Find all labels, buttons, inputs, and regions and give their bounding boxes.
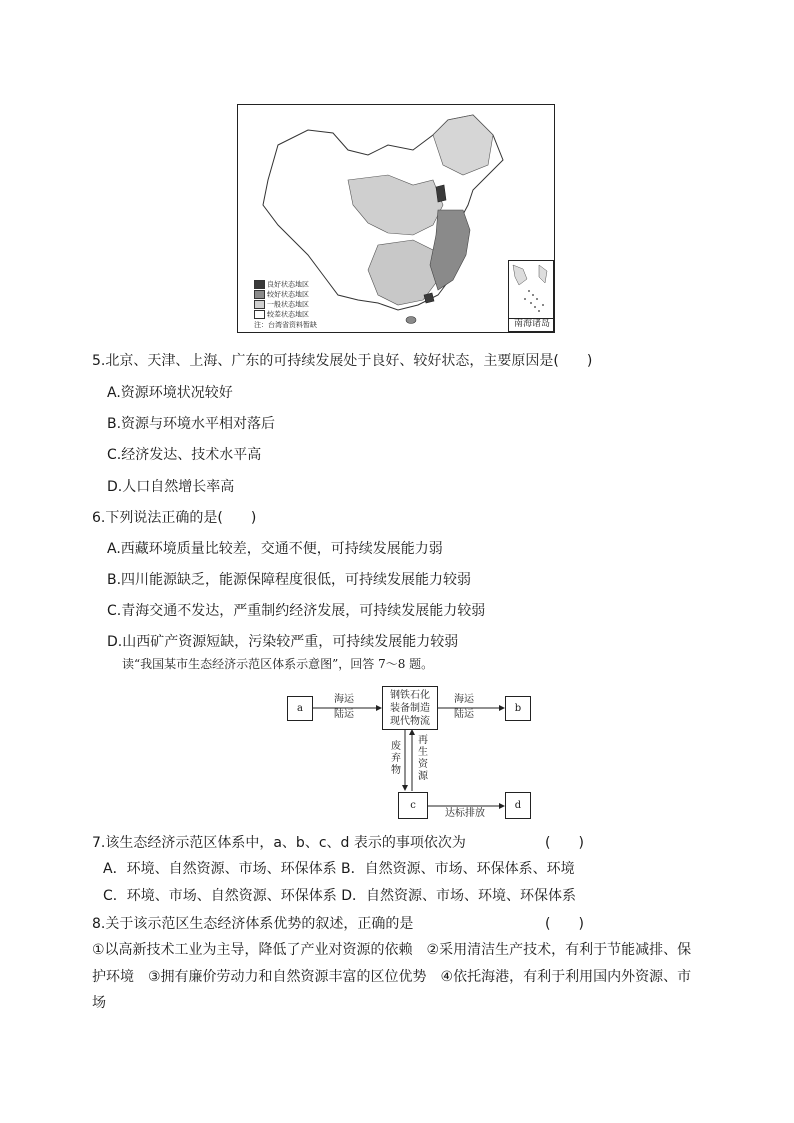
question-7-paren: ( ) [545, 835, 584, 851]
node-a [287, 696, 313, 721]
legend-swatch [254, 280, 265, 289]
legend-label: 较差状态地区 [267, 310, 309, 319]
right-arrow-label [449, 693, 479, 721]
q5-option-c: C.经济发达、技术水平高 [107, 447, 262, 463]
q5-option-b: B.资源与环境水平相对落后 [107, 416, 276, 432]
q5-option-a: A.资源环境状况较好 [107, 385, 233, 401]
question-6-stem: 6.下列说法正确的是( ) [92, 510, 257, 526]
diagram-intro: 读“我国某市生态经济示范区体系示意图”，回答 7～8 题。 [122, 657, 434, 671]
right-arrow-label-1: 海运 [454, 694, 474, 705]
node-d [505, 792, 531, 819]
bottom-arrow-label: 达标排放 [445, 808, 485, 819]
legend-swatch [254, 290, 265, 299]
node-b [505, 696, 531, 721]
node-c [398, 792, 428, 819]
legend-item-good [254, 280, 309, 290]
question-7-stem: 7.该生态经济示范区体系中，a、b、c、d 表示的事项依次为 [92, 835, 466, 851]
legend-label: 较好状态地区 [267, 290, 309, 299]
center-line-1: 钢铁石化 [390, 690, 430, 701]
map-region-good [436, 185, 446, 202]
node-b-label: b [514, 703, 522, 714]
node-center [382, 686, 438, 730]
center-line-2: 装备制造 [390, 703, 430, 714]
node-c-label: c [410, 800, 416, 811]
q7-options-line-2: C．环境、市场、自然资源、环保体系 D．自然资源、市场、环境、环保体系 [103, 888, 577, 904]
q8-statements-line-1: ①以高新技术工业为主导，降低了产业对资源的依赖 ②采用清洁生产技术，有利于节能减排、保 [92, 942, 692, 958]
legend-swatch [254, 310, 265, 319]
down-arrow-label: 废弃物 [391, 741, 401, 776]
eco-system-diagram [285, 683, 535, 823]
south-sea-inset [508, 260, 554, 332]
q6-option-a: A.西藏环境质量比较差，交通不便，可持续发展能力弱 [107, 541, 443, 557]
south-sea-islands-graphic [509, 261, 553, 317]
legend-swatch [254, 300, 265, 309]
map-note: 注：台湾省资料暂缺 [254, 321, 317, 329]
q6-option-b: B.四川能源缺乏，能源保障程度很低，可持续发展能力较弱 [107, 572, 472, 588]
legend-label: 一般状态地区 [267, 300, 309, 309]
legend-label: 良好状态地区 [267, 280, 309, 289]
left-arrow-label-1: 海运 [334, 694, 354, 705]
q8-statements-line-2: 护环境 ③拥有廉价劳动力和自然资源丰富的区位优势 ④依托海港，有利于利用国内外资源、市 [92, 969, 692, 985]
right-arrow-label-2: 陆运 [454, 709, 474, 720]
question-8-paren: ( ) [545, 916, 584, 932]
left-arrow-label [329, 693, 359, 721]
question-8-stem: 8.关于该示范区生态经济体系优势的叙述，正确的是 [92, 916, 414, 932]
q6-option-c: C.青海交通不发达，严重制约经济发展，可持续发展能力较弱 [107, 603, 486, 619]
q6-option-d: D.山西矿产资源短缺，污染较严重，可持续发展能力较弱 [107, 634, 459, 650]
center-line-3: 现代物流 [390, 716, 430, 727]
map-region-good [424, 293, 434, 303]
node-a-label: a [297, 703, 303, 714]
question-5-stem: 5.北京、天津、上海、广东的可持续发展处于良好、较好状态，主要原因是( ) [92, 353, 593, 369]
left-arrow-label-2: 陆运 [334, 709, 354, 720]
node-d-label: d [514, 800, 522, 811]
q7-options-line-1: A．环境、自然资源、市场、环保体系 B．自然资源、市场、环保体系、环境 [103, 861, 575, 877]
map-hainan [406, 317, 416, 324]
up-arrow-label: 再生资源 [418, 735, 428, 782]
q8-statements-line-3: 场 [92, 995, 106, 1011]
legend-item-better [254, 290, 309, 300]
q5-option-d: D.人口自然增长率高 [107, 479, 235, 495]
legend-item-poor [254, 310, 309, 320]
inset-label: 南海诸岛 [509, 318, 555, 330]
china-map-figure [237, 104, 555, 333]
legend-item-general [254, 300, 309, 310]
